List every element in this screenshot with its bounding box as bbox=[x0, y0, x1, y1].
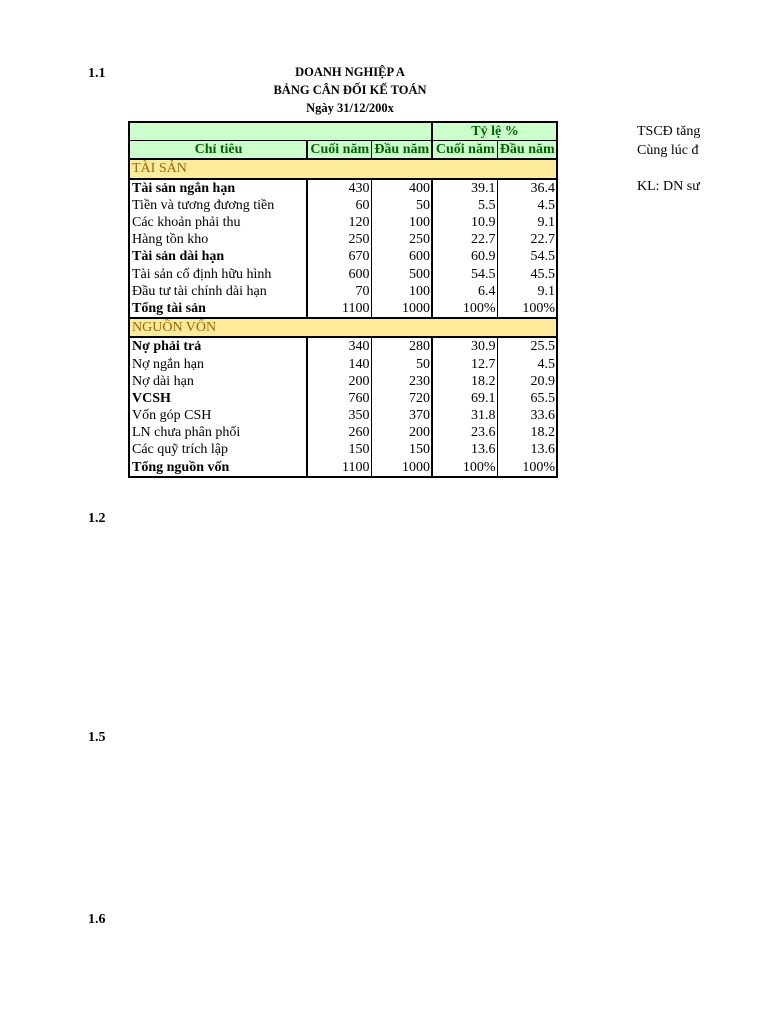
cell-end-year: 140 bbox=[307, 355, 371, 372]
table-row bbox=[129, 248, 557, 265]
cell-indicator: Nợ dài hạn bbox=[129, 373, 307, 390]
company-title: DOANH NGHIỆP A bbox=[295, 65, 405, 79]
cell-indicator: Các khoản phải thu bbox=[129, 214, 307, 231]
note-line-1: TSCĐ tăng bbox=[637, 124, 701, 139]
table-row bbox=[129, 300, 557, 318]
cell-start-year-ratio: 4.5 bbox=[497, 197, 557, 214]
table-row bbox=[129, 424, 557, 441]
cell-indicator: Tài sản dài hạn bbox=[129, 248, 307, 265]
cell-indicator: Tổng tài sản bbox=[129, 300, 307, 318]
cell-end-year: 70 bbox=[307, 283, 371, 300]
table-row bbox=[129, 459, 557, 477]
cell-end-year: 260 bbox=[307, 424, 371, 441]
cell-start-year: 50 bbox=[371, 197, 432, 214]
cell-end-year-ratio: 30.9 bbox=[432, 337, 497, 355]
col-header-end-year-ratio: Cuối năm bbox=[432, 141, 497, 160]
section-number-1-1: 1.1 bbox=[88, 66, 106, 81]
cell-indicator: Tổng nguồn vốn bbox=[129, 459, 307, 477]
sources-section-row bbox=[129, 318, 557, 337]
cell-indicator: Tài sản cố định hữu hình bbox=[129, 266, 307, 283]
cell-start-year: 1000 bbox=[371, 459, 432, 477]
header-row-columns bbox=[129, 141, 557, 160]
cell-indicator: Các quỹ trích lập bbox=[129, 441, 307, 458]
cell-start-year-ratio: 33.6 bbox=[497, 407, 557, 424]
table-row bbox=[129, 337, 557, 355]
cell-start-year-ratio: 9.1 bbox=[497, 283, 557, 300]
ratio-header: Tỷ lệ % bbox=[432, 122, 557, 141]
table-row bbox=[129, 197, 557, 214]
cell-indicator: Tài sản ngắn hạn bbox=[129, 179, 307, 197]
cell-start-year-ratio: 100% bbox=[497, 300, 557, 318]
cell-indicator: VCSH bbox=[129, 390, 307, 407]
cell-indicator: Nợ phải trả bbox=[129, 337, 307, 355]
cell-start-year-ratio: 18.2 bbox=[497, 424, 557, 441]
cell-indicator: Tiền và tương đương tiền bbox=[129, 197, 307, 214]
col-header-start-year-ratio: Đầu năm bbox=[497, 141, 557, 160]
header-blank-cell bbox=[129, 122, 432, 141]
assets-section-row bbox=[129, 159, 557, 178]
cell-start-year-ratio: 20.9 bbox=[497, 373, 557, 390]
cell-start-year-ratio: 100% bbox=[497, 459, 557, 477]
cell-end-year-ratio: 10.9 bbox=[432, 214, 497, 231]
cell-start-year-ratio: 54.5 bbox=[497, 248, 557, 265]
table-row bbox=[129, 407, 557, 424]
cell-end-year-ratio: 23.6 bbox=[432, 424, 497, 441]
cell-start-year: 720 bbox=[371, 390, 432, 407]
cell-start-year: 200 bbox=[371, 424, 432, 441]
cell-end-year: 430 bbox=[307, 179, 371, 197]
table-row bbox=[129, 355, 557, 372]
cell-end-year-ratio: 6.4 bbox=[432, 283, 497, 300]
table-row bbox=[129, 390, 557, 407]
cell-end-year: 250 bbox=[307, 231, 371, 248]
cell-end-year: 120 bbox=[307, 214, 371, 231]
col-header-end-year: Cuối năm bbox=[307, 141, 371, 160]
cell-start-year: 100 bbox=[371, 283, 432, 300]
cell-end-year-ratio: 18.2 bbox=[432, 373, 497, 390]
table-row bbox=[129, 441, 557, 458]
cell-indicator: Nợ ngắn hạn bbox=[129, 355, 307, 372]
table-row bbox=[129, 214, 557, 231]
cell-start-year: 1000 bbox=[371, 300, 432, 318]
cell-start-year: 600 bbox=[371, 248, 432, 265]
cell-start-year: 100 bbox=[371, 214, 432, 231]
cell-end-year: 200 bbox=[307, 373, 371, 390]
cell-end-year: 150 bbox=[307, 441, 371, 458]
table-row bbox=[129, 373, 557, 390]
cell-end-year-ratio: 13.6 bbox=[432, 441, 497, 458]
cell-end-year-ratio: 39.1 bbox=[432, 179, 497, 197]
cell-start-year: 230 bbox=[371, 373, 432, 390]
cell-start-year: 400 bbox=[371, 179, 432, 197]
cell-end-year-ratio: 31.8 bbox=[432, 407, 497, 424]
section-number-1-5: 1.5 bbox=[88, 730, 106, 745]
cell-indicator: Hàng tồn kho bbox=[129, 231, 307, 248]
cell-start-year-ratio: 9.1 bbox=[497, 214, 557, 231]
section-number-1-2: 1.2 bbox=[88, 511, 106, 526]
cell-end-year: 670 bbox=[307, 248, 371, 265]
note-line-3: KL: DN sư bbox=[637, 179, 700, 194]
table-row bbox=[129, 179, 557, 197]
cell-start-year-ratio: 45.5 bbox=[497, 266, 557, 283]
cell-end-year-ratio: 100% bbox=[432, 459, 497, 477]
cell-end-year-ratio: 12.7 bbox=[432, 355, 497, 372]
cell-start-year-ratio: 36.4 bbox=[497, 179, 557, 197]
col-header-indicator: Chỉ tiêu bbox=[129, 141, 307, 160]
cell-start-year: 150 bbox=[371, 441, 432, 458]
sources-section-label: NGUỒN VỐN bbox=[129, 318, 557, 337]
table-row bbox=[129, 266, 557, 283]
table-row bbox=[129, 231, 557, 248]
cell-end-year-ratio: 69.1 bbox=[432, 390, 497, 407]
balance-sheet-table bbox=[128, 121, 558, 478]
cell-end-year: 350 bbox=[307, 407, 371, 424]
cell-end-year-ratio: 5.5 bbox=[432, 197, 497, 214]
cell-end-year: 1100 bbox=[307, 459, 371, 477]
table-row bbox=[129, 283, 557, 300]
header-row-ratio bbox=[129, 122, 557, 141]
col-header-start-year: Đầu năm bbox=[371, 141, 432, 160]
cell-end-year: 600 bbox=[307, 266, 371, 283]
cell-indicator: Đầu tư tài chính dài hạn bbox=[129, 283, 307, 300]
cell-end-year-ratio: 100% bbox=[432, 300, 497, 318]
report-date: Ngày 31/12/200x bbox=[306, 101, 394, 115]
cell-start-year: 500 bbox=[371, 266, 432, 283]
cell-end-year-ratio: 22.7 bbox=[432, 231, 497, 248]
cell-start-year-ratio: 65.5 bbox=[497, 390, 557, 407]
note-line-2: Cùng lúc đ bbox=[637, 143, 699, 158]
cell-end-year-ratio: 54.5 bbox=[432, 266, 497, 283]
cell-end-year: 340 bbox=[307, 337, 371, 355]
cell-end-year: 60 bbox=[307, 197, 371, 214]
cell-start-year: 280 bbox=[371, 337, 432, 355]
cell-start-year-ratio: 4.5 bbox=[497, 355, 557, 372]
cell-indicator: LN chưa phân phối bbox=[129, 424, 307, 441]
cell-start-year: 250 bbox=[371, 231, 432, 248]
cell-start-year-ratio: 13.6 bbox=[497, 441, 557, 458]
cell-end-year-ratio: 60.9 bbox=[432, 248, 497, 265]
cell-end-year: 760 bbox=[307, 390, 371, 407]
cell-start-year-ratio: 25.5 bbox=[497, 337, 557, 355]
assets-section-label: TÀI SẢN bbox=[129, 159, 557, 178]
cell-end-year: 1100 bbox=[307, 300, 371, 318]
section-number-1-6: 1.6 bbox=[88, 912, 106, 927]
cell-start-year: 370 bbox=[371, 407, 432, 424]
cell-start-year: 50 bbox=[371, 355, 432, 372]
report-title: BẢNG CÂN ĐỐI KẾ TOÁN bbox=[273, 83, 427, 97]
cell-start-year-ratio: 22.7 bbox=[497, 231, 557, 248]
cell-indicator: Vốn góp CSH bbox=[129, 407, 307, 424]
